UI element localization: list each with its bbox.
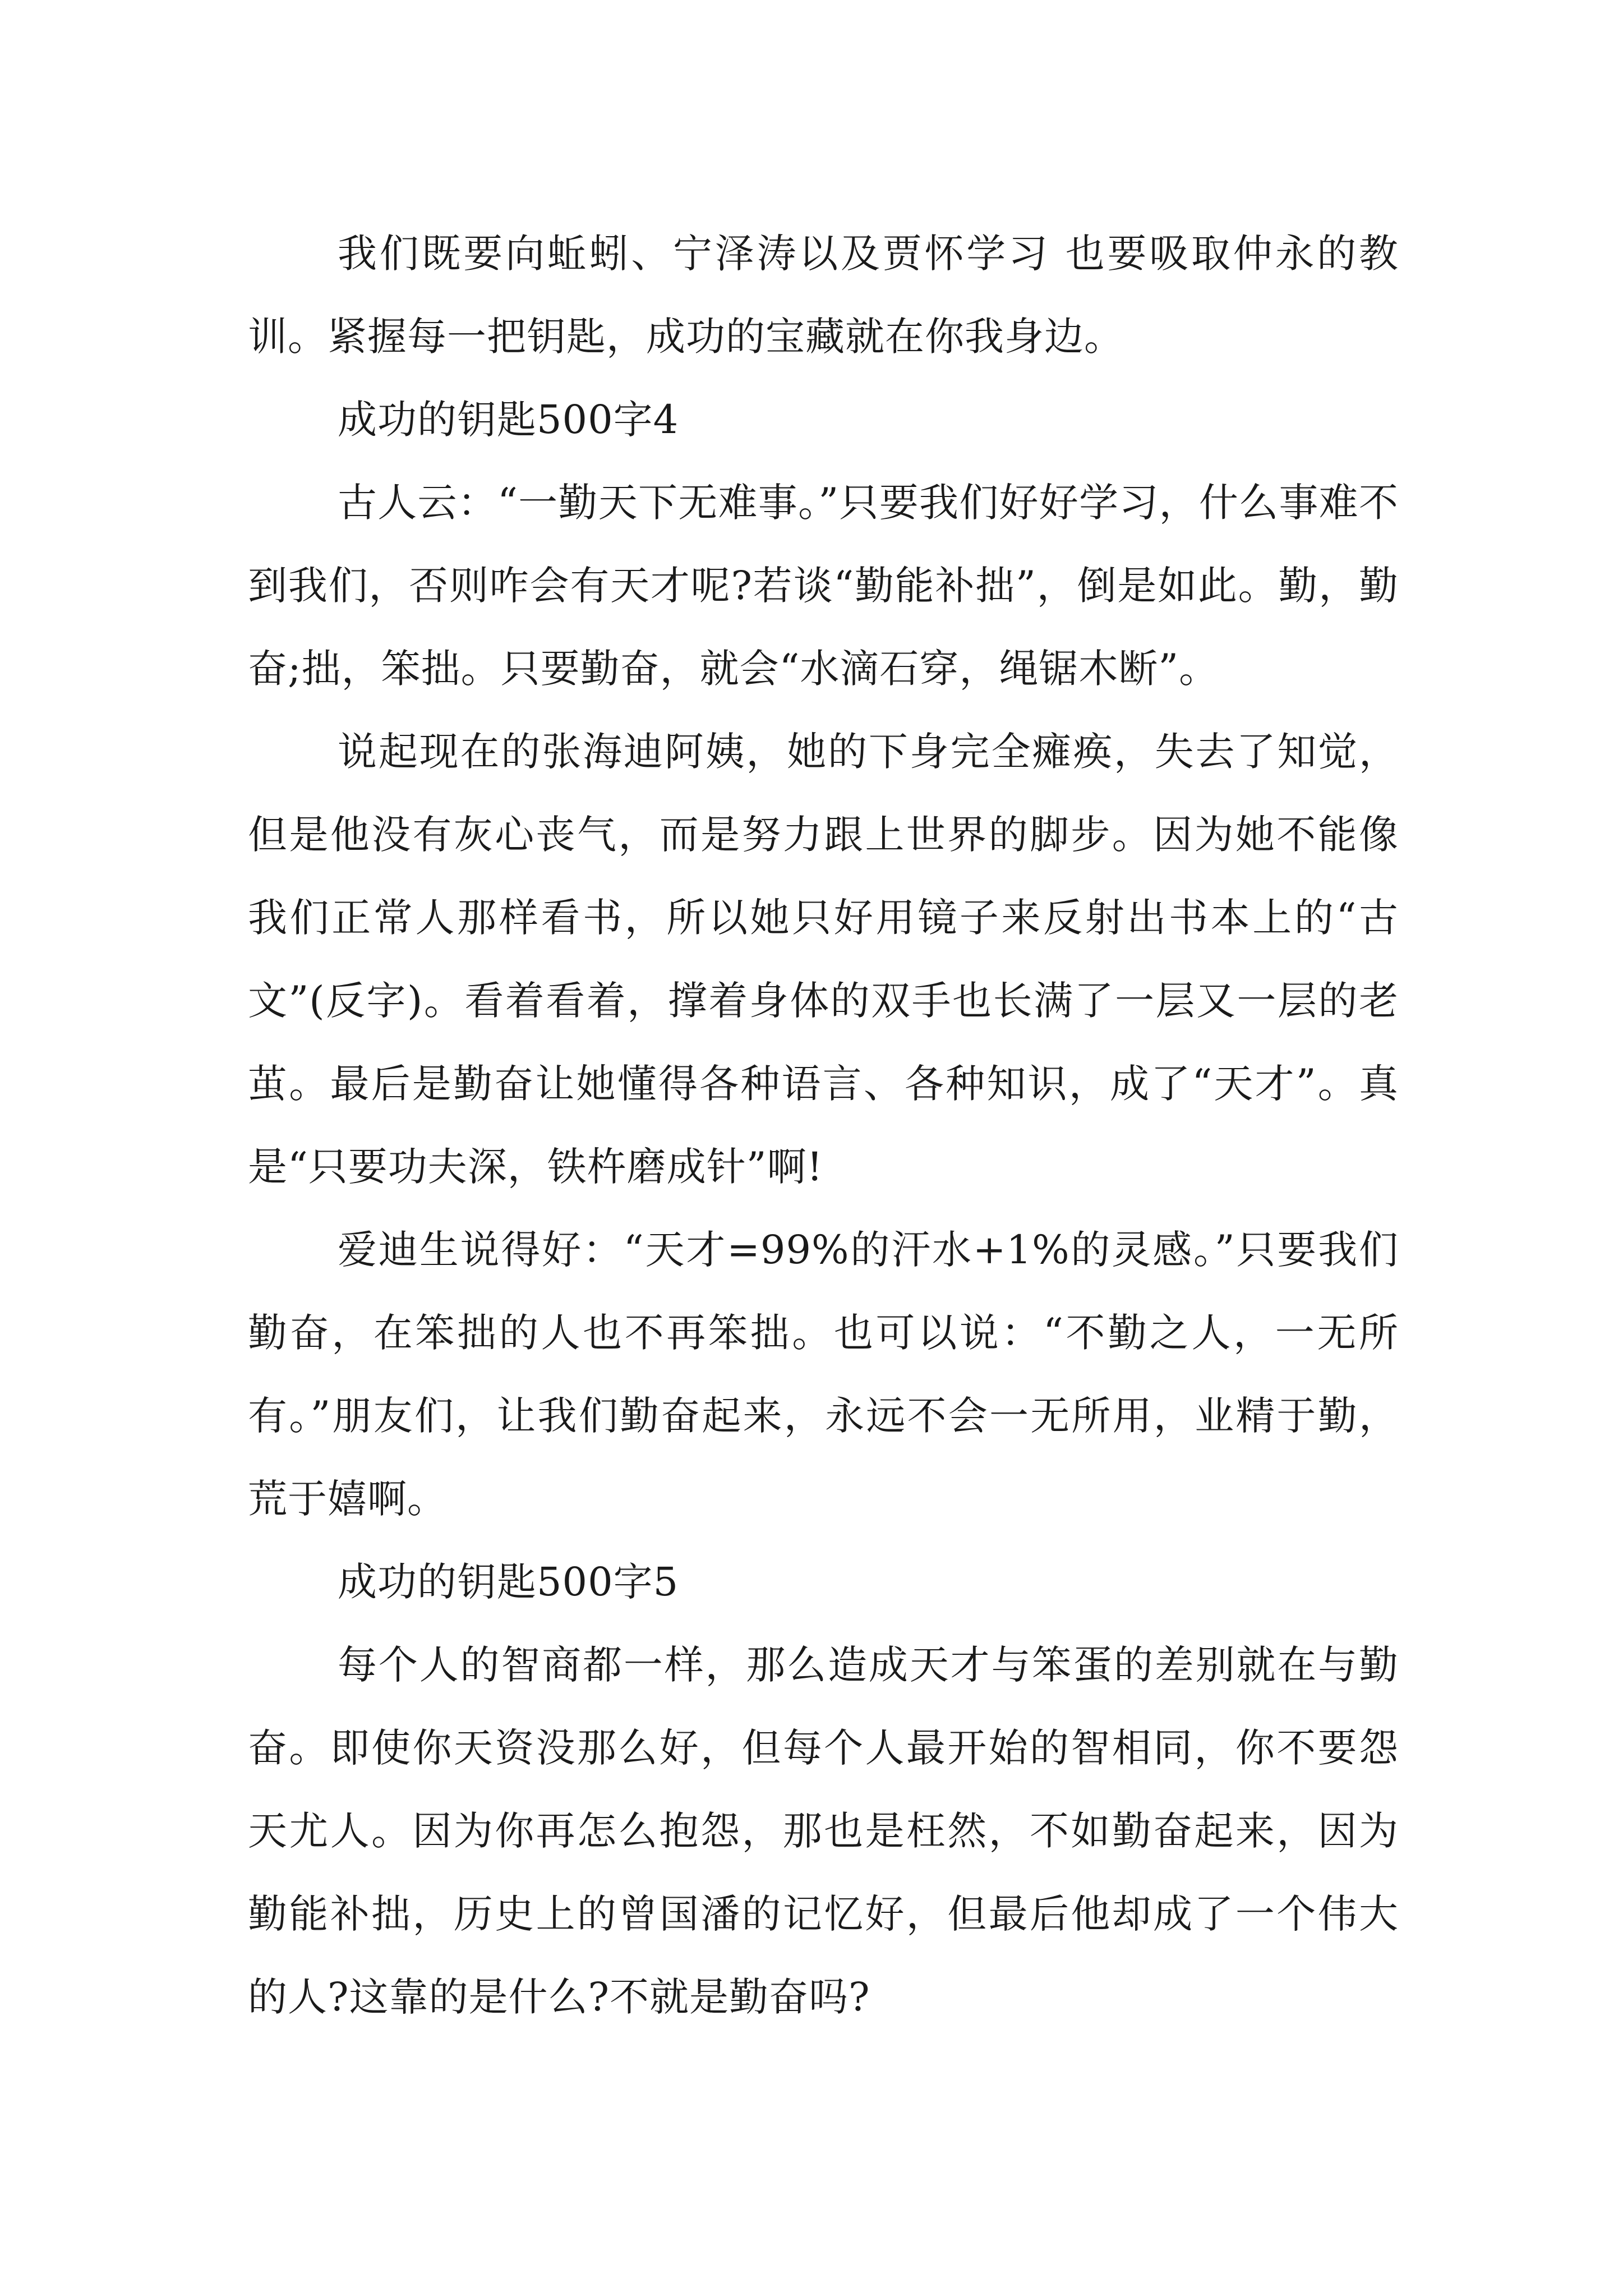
paragraph-intro-conclusion: 我们既要向蚯蚓、宁泽涛以及贾怀学习 也要吸取仲永的教训。紧握每一把钥匙，成功的宝藏就在你我身边。 [248, 231, 1399, 360]
paragraph-intelligence: 每个人的智商都一样，那么造成天才与笨蛋的差别就在与勤奋。即使你天资没那么好，但每个人最开始的智相同，你不要怨天尤人。因为你再怎么抱怨，那也是枉然，不如勤奋起来，因为勤能补拙，历史上的曾国潘的记忆好，但最后他却成了一个伟大的人?这靠的是什么?不就是勤奋吗? [248, 1642, 1399, 2020]
paragraph-zhang-haidi: 说起现在的张海迪阿姨，她的下身完全瘫痪，失去了知觉，但是他没有灰心丧气，而是努力跟上世界的脚步。因为她不能像我们正常人那样看书，所以她只好用镜子来反射出书本上的“古文”(反字)。看着看着，撑着身体的双手也长满了一层又一层的老茧。最后是勤奋让她懂得各种语言、各种知识，成了“天才”。真是“只要功夫深，铁杵磨成针”啊! [248, 729, 1399, 1190]
document-body [248, 212, 1399, 2039]
section-heading-5: 成功的钥匙500字5 [338, 1559, 679, 1605]
section-heading-4: 成功的钥匙500字4 [338, 397, 679, 443]
paragraph-ancient-saying: 古人云：“一勤天下无难事。”只要我们好好学习，什么事难不到我们，否则咋会有天才呢?若谈“勤能补拙”，倒是如此。勤，勤奋;拙，笨拙。只要勤奋，就会“水滴石穿，绳锯木断”。 [248, 480, 1399, 692]
paragraph-edison: 爱迪生说得好：“天才=99%的汗水+1%的灵感。”只要我们勤奋，在笨拙的人也不再笨拙。也可以说：“不勤之人，一无所有。”朋友们，让我们勤奋起来，永远不会一无所用，业精于勤，荒于嬉啊。 [248, 1227, 1399, 1522]
